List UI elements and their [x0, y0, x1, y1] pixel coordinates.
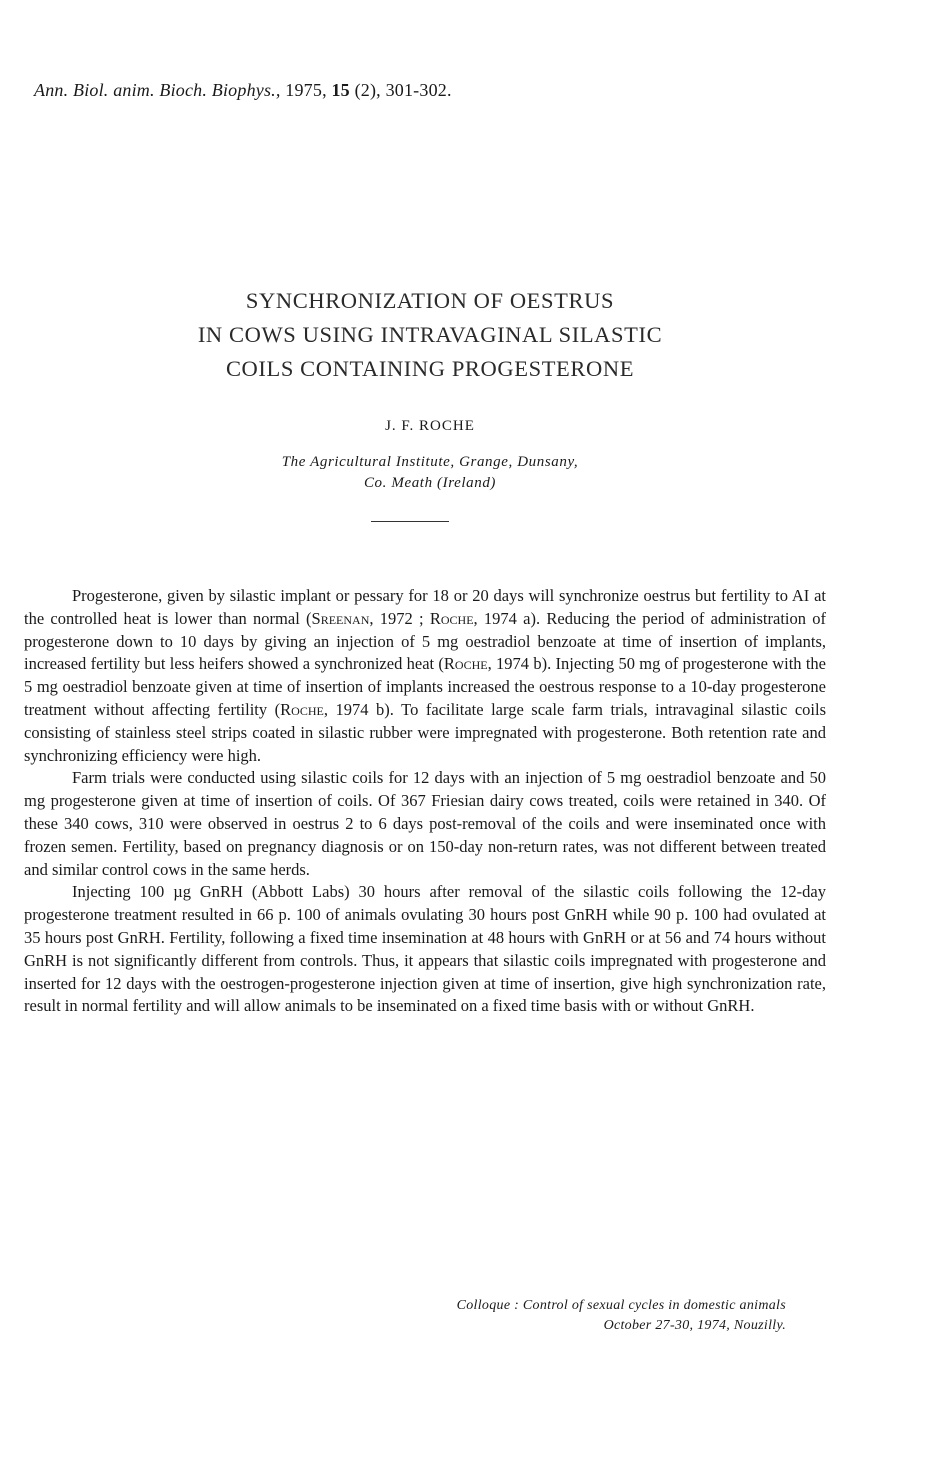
- title-divider: [371, 521, 449, 522]
- journal-year: 1975,: [285, 80, 327, 100]
- body-paragraph: [24, 585, 826, 767]
- journal-pages: (2), 301-302.: [354, 80, 452, 100]
- citation-author: Roche: [443, 654, 488, 674]
- author-name: J. F. ROCHE: [385, 418, 475, 434]
- paragraph-text: Progesterone, given by silastic implant or pessary for 18 or 20 days will synchronize oestrus but fertility to AI at the controlled heat is lower than normal (: [24, 586, 826, 628]
- body-paragraph: Farm trials were conducted using silastic coils for 12 days with an injection of 5 mg oestradiol benzoate and 50 mg progesterone given at time of insertion of coils. Of 367 Friesian dairy cows treated, coils were retained in 340. Of these 340 cows, 310 were observed in oestrus 2 to 6 days post-removal of the coils and were inseminated once with frozen semen. Fertility, based on pregnancy diagnosis or on 150-day non-return rates, was not different between treated and similar control cows in the same herds.: [24, 768, 826, 879]
- title-line: SYNCHRONIZATION OF OESTRUS: [245, 288, 615, 313]
- journal-volume: 15: [331, 80, 350, 100]
- journal-name: Ann. Biol. anim. Bioch. Biophys.,: [34, 80, 281, 100]
- title-line: COILS CONTAINING PROGESTERONE: [225, 356, 635, 381]
- affiliation-line: Co. Meath (Ireland): [363, 475, 497, 491]
- article-body: [24, 585, 826, 1018]
- paragraph-text: , 1972 ;: [369, 608, 430, 628]
- citation-author: Roche: [280, 699, 324, 719]
- paragraph-text: , 1974 b). Injecting 50 mg of progesterone with the 5 mg oestradiol benzoate given at time of insertion of implants increased the oestrous response to a 10-day progesterone treatment without affecting fertility (: [24, 654, 826, 719]
- paragraph-text: , 1974 a). Reducing the period of administration of progesterone down to 10 days by giving an injection of 5 mg oestradiol benzoate at time of insertion of implants, increased fertility but less heifers showed a synchronized heat (: [24, 608, 826, 674]
- colloquium-footer: [457, 1296, 786, 1336]
- citation-author: Sreenan: [311, 608, 370, 628]
- article-title: [0, 284, 860, 386]
- title-line: IN COWS USING INTRAVAGINAL SILASTIC: [197, 322, 663, 347]
- affiliation-line: The Agricultural Institute, Grange, Dunsany,: [281, 454, 579, 470]
- footer-line: Colloque : Control of sexual cycles in domestic animals: [456, 1298, 786, 1313]
- body-paragraph: Injecting 100 µg GnRH (Abbott Labs) 30 hours after removal of the silastic coils following the 12-day progesterone treatment resulted in 66 p. 100 of animals ovulating 30 hours post GnRH while 90 p. 100 had ovulated at 35 hours post GnRH. Fertility, following a fixed time insemination at 48 hours with GnRH or at 56 and 74 hours without GnRH is not significantly different from controls. Thus, it appears that silastic coils impregnated with progesterone and inserted for 12 days with the oestrogen-progesterone injection given at time of insertion, give high synchronization rate, result in normal fertility and will allow animals to be inseminated on a fixed time basis with or without GnRH.: [24, 882, 826, 1016]
- citation-author: Roche: [429, 608, 474, 628]
- paragraph-text: , 1974 b). To facilitate large scale farm trials, intravaginal silastic coils consisting of stainless steel strips coated in silastic rubber were impregnated with progesterone. Both retention rate and synchronizing efficiency were high.: [24, 699, 827, 765]
- footer-line: October 27-30, 1974, Nouzilly.: [603, 1318, 786, 1333]
- journal-citation: [34, 80, 452, 101]
- author-affiliation: [0, 452, 860, 494]
